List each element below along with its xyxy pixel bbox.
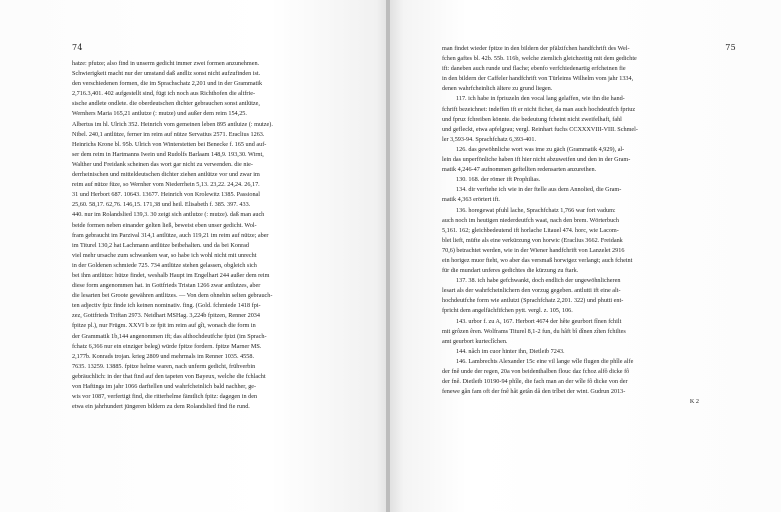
text-line: 146. Lambrechts Alexander 15c eine vil lange wîle flugen die phîle alfe (456, 357, 634, 365)
text-line: wis vor 1087, verfertigt find, die ritterhelme fämtlich fpitz: dagegen in den (72, 393, 258, 401)
text-line: 440. nur im Rolandslied 139,3. 30 zeigt sich antlutze (: mutze). daß man auch (72, 211, 265, 219)
text-line: in den bildern der Caffeler handfchrift von Türleims Wilhelm vom jahr 1334, (442, 75, 634, 83)
text-line: fchatz 6,366 nur ein einziger beleg) würde fpitze fordern. fpitze Marner MS. (72, 342, 262, 350)
right-page (388, 0, 781, 512)
text-line: fpitze pl.), nur Frügm. XXVI b ze fpit im reim auf gît, wonach die form in (72, 322, 256, 330)
text-line: 137. 38. ich habe gefchwankt, doch endlich der ungewöhnlicheren (456, 277, 621, 285)
text-line: der fnê unde der regen, 20a von beidenthalben flouc daz fchoz alfô dicke fô (442, 368, 630, 375)
text-line: 136. horegewat pfuhl lache, Sprachfchatz 1,766 war fort vadum: (456, 206, 616, 214)
text-line: fchen gaftes bl. 42b. 55b. 116b, welche ziemlich gleichzeitig mit dem gedichte (442, 55, 637, 63)
book-gutter (386, 0, 390, 512)
text-line: Wernhers Maria 165,21 antlutze (: mutze) und außer dem reim 154,25. (72, 110, 247, 118)
text-line: 7635. 13259. 13885. fpitze helme waren, nach unferm gedicht, frühverbin (72, 362, 256, 370)
text-line: man findet wieder fpitze in den bildern der pfälzifchen handfchrift des Wel- (442, 45, 630, 52)
text-line: und gefleckt, etwa apfelgrau; vergl. Reinhart fuchs CCXXXVIII-VIII. Schmel- (442, 125, 638, 133)
text-line: für die mundart unferes gedichtes die kürzung zu ftark. (442, 267, 579, 275)
text-line: etwa ein jahrhundert jüngeren bildern zu dem Rolandslied find fie rund. (72, 403, 250, 411)
text-line: matik 4,363 erörtert ift. (442, 196, 500, 204)
text-line: ser dem reim in Hartmanns Iwein und Rudolfs Barlaam 148,9. 193,30. Wirnt, (72, 150, 264, 158)
text-line: sische andlete ondlete. die oberdeutschen dichter gebrauchen sonst antlütze, (72, 100, 260, 108)
text-line: 143. urbor f. zu A, 167. Herbort 4674 der hête geurbort fînen fchilt (456, 317, 622, 325)
text-line: Albertus im hl. Ulrich 352. Heinrich vom gemeinen leben 895 antluize (: mutze). (72, 120, 273, 128)
text-line: 126. das gewöhnliche wort was ime zu gäch (Grammatik 4,929), al- (456, 145, 625, 153)
text-line: gebräuchlich: in der that find auf den tapeten von Bayeux, welche die fchlacht (72, 372, 266, 380)
text-line: 134. dir verftehe ich wie in der ftelle aus dem Annolied, die Gram- (456, 186, 622, 194)
text-line: 2,177b. Konrads trojan. krieg 2809 und mehrmals im Renner 1035. 4558. (72, 352, 254, 360)
text-line: fram gebraucht im Parzival 314,1 antlütze, auch 119,21 im reim auf nütze; aber (72, 231, 269, 239)
text-line: denen wahrfcheinlich ältere zu grund liegen. (442, 85, 553, 93)
text-line: im Titurel 130,2 hat Lachmann antlütze beibehalten. und da bei Konrad (72, 241, 249, 249)
text-line: lesart als der wahrfcheinlichern den vorzug gegeben. antlutti ift eine alt- (442, 287, 621, 295)
text-line: 5,161. 162; gleichbedeutend ift horlache Litauel 474. horc, wie Lacom- (442, 226, 619, 234)
text-line: ler 3,593-94. Sprachfchatz 6,393-401. (442, 135, 536, 143)
page-number: 75 (725, 43, 736, 52)
page-text (442, 44, 739, 407)
text-line: 2,716.3,401. 402 aufgestellt sind, fügt ich noch aus Richthofen die altfrie- (72, 90, 256, 98)
text-line: 31 und Herbort 687. 10643. 13677. Heinrich von Krolewitz 1385. Passional (72, 191, 261, 199)
text-line: ift: daneben auch runde und flache; ebenfo verfchiedenartig erfcheinen fie (442, 65, 626, 73)
text-line: 117. ich habe in fpriuzeln den vocal lang gelaffen, wie ihn die hand- (456, 95, 625, 103)
text-line: 25,60. 58,17. 62,76. 146,15. 171,38 und heil. Elisabeth f. 385. 397. 433. (72, 201, 251, 209)
text-line: die lesarten bei Groote gewähren antlitzes. — Von dem ohnehin selten gebrauch- (72, 292, 273, 300)
text-line: hochdeutfche form wie antlutzi (Sprachfchatz 2,201. 322) und phutti ent- (442, 297, 624, 305)
text-line: den verschiedenen formen, die im Sprachschatz 2,201 und in der Grammatik (72, 80, 263, 88)
text-line: und fpruz fchreiben könnte. die bedeutung fcheint nicht zweifelhaft, fahl (442, 115, 622, 123)
text-line: Walther und Freidank scheinen das wort gar nicht zu verwenden. die nie- (72, 160, 253, 168)
text-line: 130. 168. der römer ift Prophilias. (456, 176, 541, 184)
text-line: der Grammatik 1b,144 angenommen ift; das althochdeutfche fpizi (im Sprach- (72, 332, 267, 340)
text-line: ein horigez muor fteht, wo aber das versmaß horwigez verlangt; auch fcheint (442, 256, 633, 264)
text-line: matik 4,246-47 aufnommen geftellten redensarten anzureihen. (442, 166, 597, 174)
text-line: lein das unperfönliche haben ift hier nicht abzuweifen und den in der Gram- (442, 156, 631, 164)
text-line: diese form angenommen hat. in Gottfrieds Tristan 1266 zwar antlutzes, aber (72, 282, 261, 290)
text-line: beide formen neben einander gelten ließ, beweist eben unser gedicht. Wol- (72, 221, 257, 229)
page-number: 74 (72, 43, 83, 52)
text-line: amt geurbort kurteclîchen. (442, 337, 508, 345)
text-line: blet lieft, müfte als eine verkürzung von horwic (Eraclius 3662. Freidank (442, 236, 623, 244)
page-text (72, 59, 368, 412)
signature-mark: K 2 (689, 398, 699, 406)
text-line: viel mehr ursache zum schwanken war, so habe ich wohl nicht mit unrecht (72, 251, 257, 259)
text-line: reim auf nütze füze, so Wernher vom Niederrhein 5,13. 23,22. 24,24. 26,17. (72, 181, 260, 189)
text-line: derrheinischen und mitteldeutschen dichter ziehen antlütze vor und zwar im (72, 171, 260, 179)
text-line: von Haftings im jahr 1066 darftellen und wahrfcheinlich bald nachher, ge- (72, 383, 257, 390)
text-line: hatze: pfutze; also find in unserm gedicht immer zwei formen anzunehmen. (72, 60, 260, 67)
left-page (0, 0, 388, 512)
text-line: mit grôzen êren. Wolframs Titurel 8,1-2 fun, du hâft bî dînen zîten fchiltes (442, 327, 626, 335)
text-line: bei ihm antlütze: hütze findet, weshalb Haupt im Engelhart 244 außer dem reim (72, 271, 270, 279)
text-line: Heinrichs Krone bl. 95b. Ulrich von Winterstetten bei Benecke f. 165 und auf- (72, 140, 267, 148)
text-line: 70,6) betrachtet werden, wie in der Wiener handfchrift von Lanzelet 2916 (442, 246, 625, 254)
text-line: ten adjectiv fpiz finde ich keinen nominativ. fing. (Gold. fchmiede 1418 fpi- (72, 302, 261, 310)
text-line: in der Goldenen schmiede 725. 734 antlütze stehen gelassen, obgleich sich (72, 261, 257, 269)
text-line: fpricht dem angelfächfifchen pytt. vergl. z. 105, 106. (442, 307, 573, 315)
text-line: 144. nâch im cuor hinter ihn, Dietleib 7243. (456, 347, 565, 355)
text-line: der fnê. Dietleib 10190-94 phîle, die fach man an der wîle fô dicke von der (442, 378, 628, 386)
text-line: fchrift bezeichnet: indeffen ift er nicht ficher, da man auch hochdeutfch fpriuz (442, 105, 636, 113)
text-line: fenewe gân fam oft der fnê hât getân dâ den trîbet der wint. Gudrun 2013- (442, 388, 626, 396)
text-line: zez, Gottfrieds Triftan 2973. Neidhart MSHag. 3,224b fpitzen, Renner 2034 (72, 312, 260, 320)
text-line: Schwierigkeit macht nur der umstand daß andliz sonst nicht aufzufinden ist. (72, 70, 261, 78)
text-line: Nibel. 240,1 antlütze, ferner im reim auf nütze Servatius 2571. Eraclius 1263. (72, 130, 265, 138)
text-line: auch noch im heutigen niederdeutfch waat, nach den brem. Wörterbuch (442, 216, 620, 224)
